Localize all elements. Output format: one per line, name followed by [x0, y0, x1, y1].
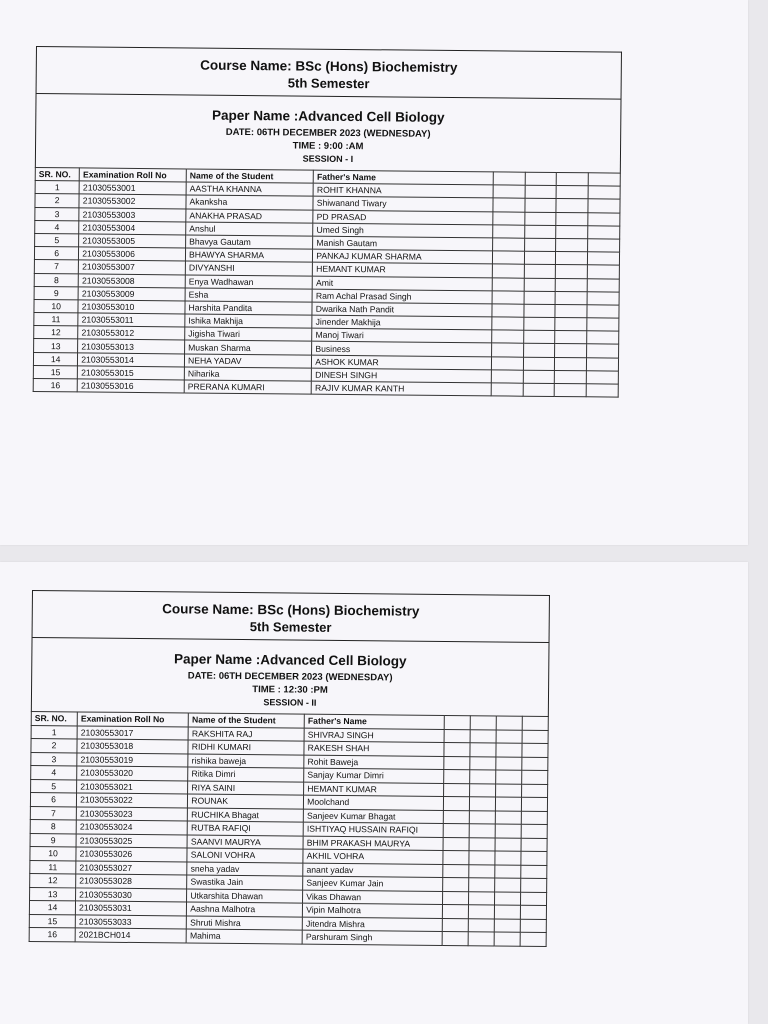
student-name-cell: Shruti Mishra — [187, 915, 303, 930]
blank-cell — [521, 878, 547, 892]
father-name-cell: Umed Singh — [313, 223, 493, 238]
blank-cell — [521, 824, 547, 838]
father-name-cell: Rohit Baweja — [304, 755, 444, 770]
blank-cell — [524, 251, 556, 264]
blank-cell — [470, 756, 496, 770]
student-name-cell: SAANVI MAURYA — [187, 835, 303, 850]
blank-cell — [444, 769, 470, 783]
sr-no-cell: 12 — [30, 873, 76, 887]
blank-cell — [491, 370, 523, 383]
blank-cell — [520, 905, 546, 919]
blank-cell — [521, 784, 547, 798]
father-name-cell: Manish Gautam — [313, 236, 493, 251]
blank-cell — [522, 757, 548, 771]
roll-no-cell: 21030553020 — [77, 766, 188, 781]
blank-cell — [587, 305, 619, 318]
sr-no-cell: 4 — [35, 220, 79, 234]
blank-cell — [496, 729, 522, 743]
blank-column — [444, 715, 470, 729]
sr-no-cell: 12 — [34, 326, 78, 340]
blank-cell — [492, 251, 524, 264]
student-name-cell: NEHA YADAV — [184, 354, 311, 368]
blank-cell — [523, 317, 555, 330]
blank-cell — [469, 864, 495, 878]
roll-no-cell: 21030553013 — [78, 339, 185, 353]
father-name-cell: Ram Achal Prasad Singh — [312, 289, 492, 304]
blank-cell — [495, 851, 521, 865]
student-name-cell: Ritika Dimri — [188, 767, 304, 782]
blank-cell — [523, 370, 555, 383]
sr-no-cell: 15 — [29, 914, 75, 928]
blank-cell — [443, 783, 469, 797]
father-name-cell: Vikas Dhawan — [303, 890, 443, 905]
father-name-cell: Manoj Tiwari — [312, 328, 492, 343]
student-table — [33, 167, 621, 398]
blank-cell — [525, 185, 557, 198]
blank-cell — [556, 238, 588, 251]
father-name-cell: ROHIT KHANNA — [313, 183, 493, 198]
student-name-cell: Aashna Malhotra — [187, 902, 303, 917]
student-name-cell: Muskan Sharma — [185, 340, 312, 354]
roll-no-cell: 21030553028 — [76, 874, 187, 889]
blank-cell — [470, 729, 496, 743]
paper-header — [32, 638, 549, 716]
student-name-cell: rishika baweja — [188, 754, 304, 769]
blank-cell — [587, 331, 619, 344]
paper-name: Paper Name :Advanced Cell Biology — [211, 107, 445, 125]
blank-cell — [521, 797, 547, 811]
student-name-cell: Enya Wadhawan — [185, 274, 312, 288]
blank-cell — [521, 851, 547, 865]
exam-time: TIME : 12:30 :PM — [252, 684, 328, 696]
blank-cell — [496, 756, 522, 770]
blank-cell — [469, 797, 495, 811]
sr-no-cell: 14 — [29, 900, 75, 914]
blank-cell — [524, 225, 556, 238]
header-sr-no: SR. NO. — [35, 167, 79, 181]
header-roll-no: Examination Roll No — [80, 168, 187, 182]
father-name-cell: BHIM PRAKASH MAURYA — [303, 836, 443, 851]
student-name-cell: Bhavya Gautam — [186, 235, 313, 249]
blank-cell — [495, 783, 521, 797]
roll-no-cell: 21030553019 — [77, 752, 188, 767]
blank-cell — [587, 318, 619, 331]
blank-cell — [491, 383, 523, 396]
blank-cell — [588, 186, 620, 199]
blank-cell — [556, 225, 588, 238]
sr-no-cell: 4 — [31, 765, 77, 779]
blank-cell — [469, 837, 495, 851]
roll-no-cell: 21030553003 — [79, 207, 186, 221]
roll-no-cell: 21030553023 — [76, 806, 187, 821]
father-name-cell: RAJIV KUMAR KANTH — [311, 381, 491, 396]
blank-cell — [468, 891, 494, 905]
student-name-cell: Anshul — [186, 222, 313, 236]
student-name-cell: RAKSHITA RAJ — [188, 727, 304, 742]
roll-no-cell: 21030553008 — [78, 273, 185, 287]
blank-cell — [442, 904, 468, 918]
blank-cell — [444, 742, 470, 756]
father-name-cell: PANKAJ KUMAR SHARMA — [313, 249, 493, 264]
blank-cell — [442, 891, 468, 905]
roll-no-cell: 21030553009 — [78, 287, 185, 301]
blank-cell — [524, 265, 556, 278]
blank-cell — [556, 278, 588, 291]
blank-column — [470, 716, 496, 730]
blank-column — [496, 716, 522, 730]
sr-no-cell: 10 — [34, 299, 78, 313]
father-name-cell: ISHTIYAQ HUSSAIN RAFIQI — [303, 822, 443, 837]
father-name-cell: Sanjeev Kumar Bhagat — [303, 809, 443, 824]
blank-cell — [492, 264, 524, 277]
header-father-name: Father's Name — [313, 170, 493, 185]
blank-cell — [491, 330, 523, 343]
blank-cell — [555, 291, 587, 304]
student-name-cell: Harshita Pandita — [185, 301, 312, 315]
blank-cell — [494, 918, 520, 932]
blank-cell — [523, 383, 555, 396]
blank-cell — [469, 783, 495, 797]
header-student-name: Name of the Student — [186, 169, 313, 183]
blank-column — [525, 172, 557, 185]
blank-cell — [492, 291, 524, 304]
blank-cell — [469, 810, 495, 824]
blank-cell — [586, 384, 618, 397]
blank-cell — [522, 730, 548, 744]
blank-cell — [522, 770, 548, 784]
header-roll-no: Examination Roll No — [77, 712, 188, 727]
sr-no-cell: 8 — [34, 273, 78, 287]
roll-no-cell: 21030553030 — [76, 887, 187, 902]
blank-cell — [523, 304, 555, 317]
blank-cell — [495, 797, 521, 811]
student-name-cell: Utkarshita Dhawan — [187, 889, 303, 904]
student-name-cell: DIVYANSHI — [185, 261, 312, 275]
blank-column — [522, 716, 548, 730]
roll-no-cell: 21030553031 — [76, 901, 187, 916]
blank-cell — [442, 931, 468, 945]
roll-no-cell: 21030553025 — [76, 833, 187, 848]
roll-no-cell: 21030553033 — [75, 914, 186, 929]
father-name-cell: Vipin Malhotra — [303, 903, 443, 918]
blank-cell — [493, 198, 525, 211]
roll-no-cell: 21030553012 — [78, 326, 185, 340]
sr-no-cell: 9 — [30, 833, 76, 847]
blank-cell — [555, 318, 587, 331]
blank-cell — [587, 278, 619, 291]
session-2-block — [29, 590, 550, 946]
blank-cell — [524, 278, 556, 291]
paper-header — [36, 94, 621, 173]
blank-cell — [588, 226, 620, 239]
father-name-cell: AKHIL VOHRA — [303, 849, 443, 864]
exam-date: DATE: 06TH DECEMBER 2023 (WEDNESDAY) — [187, 670, 393, 684]
blank-cell — [443, 810, 469, 824]
blank-cell — [495, 878, 521, 892]
blank-cell — [443, 796, 469, 810]
blank-cell — [469, 851, 495, 865]
roll-no-cell: 21030553014 — [78, 353, 185, 367]
blank-cell — [495, 810, 521, 824]
blank-cell — [586, 371, 618, 384]
student-name-cell: Akanksha — [186, 195, 313, 209]
blank-cell — [443, 877, 469, 891]
semester: 5th Semester — [249, 619, 332, 635]
blank-cell — [588, 239, 620, 252]
blank-cell — [496, 770, 522, 784]
blank-cell — [555, 370, 587, 383]
sr-no-cell: 6 — [30, 792, 76, 806]
blank-cell — [491, 357, 523, 370]
student-name-cell: Ishika Makhija — [185, 314, 312, 328]
blank-column — [493, 172, 525, 185]
father-name-cell: DINESH SINGH — [312, 368, 492, 383]
exam-time: TIME : 9:00 :AM — [292, 140, 364, 153]
sr-no-cell: 5 — [31, 779, 77, 793]
blank-cell — [521, 811, 547, 825]
blank-cell — [492, 304, 524, 317]
session-label: SESSION - II — [263, 697, 317, 708]
blank-cell — [524, 212, 556, 225]
blank-cell — [556, 265, 588, 278]
roll-no-cell: 21030553016 — [77, 379, 184, 393]
father-name-cell: Jinender Makhija — [312, 315, 492, 330]
blank-cell — [491, 343, 523, 356]
student-name-cell: SALONI VOHRA — [187, 848, 303, 863]
father-name-cell: Amit — [312, 276, 492, 291]
blank-cell — [496, 743, 522, 757]
student-name-cell: ANAKHA PRASAD — [186, 209, 313, 223]
blank-cell — [443, 823, 469, 837]
blank-cell — [492, 238, 524, 251]
blank-cell — [523, 330, 555, 343]
blank-cell — [494, 905, 520, 919]
blank-cell — [587, 265, 619, 278]
blank-cell — [523, 344, 555, 357]
blank-cell — [468, 932, 494, 946]
sr-no-cell: 3 — [35, 207, 79, 221]
student-name-cell: ROUNAK — [188, 794, 304, 809]
roll-no-cell: 21030553024 — [76, 820, 187, 835]
roll-no-cell: 21030553002 — [79, 194, 186, 208]
sr-no-cell: 1 — [31, 725, 77, 739]
blank-cell — [495, 864, 521, 878]
blank-cell — [555, 383, 587, 396]
student-name-cell: Esha — [185, 288, 312, 302]
sr-no-cell: 14 — [33, 352, 77, 366]
father-name-cell: Sanjeev Kumar Jain — [303, 876, 443, 891]
course-name: Course Name: BSc (Hons) Biochemistry — [162, 601, 420, 619]
blank-cell — [492, 225, 524, 238]
roll-no-cell: 21030553015 — [78, 366, 185, 380]
session-label: SESSION - I — [302, 153, 354, 165]
blank-cell — [443, 850, 469, 864]
blank-cell — [587, 357, 619, 370]
student-name-cell: BHAWYA SHARMA — [186, 248, 313, 262]
roll-no-cell: 21030553010 — [78, 300, 185, 314]
blank-cell — [444, 729, 470, 743]
course-name: Course Name: BSc (Hons) Biochemistry — [200, 57, 458, 76]
roll-no-cell: 21030553011 — [78, 313, 185, 327]
blank-cell — [521, 865, 547, 879]
header-father-name: Father's Name — [304, 714, 444, 729]
father-name-cell: Parshuram Singh — [302, 930, 442, 945]
blank-cell — [556, 252, 588, 265]
blank-cell — [588, 199, 620, 212]
sr-no-cell: 9 — [34, 286, 78, 300]
blank-cell — [524, 291, 556, 304]
father-name-cell: Moolchand — [304, 795, 444, 810]
blank-cell — [492, 317, 524, 330]
sr-no-cell: 2 — [31, 738, 77, 752]
father-name-cell: HEMANT KUMAR — [304, 782, 444, 797]
father-name-cell: SHIVRAJ SINGH — [304, 728, 444, 743]
blank-cell — [555, 357, 587, 370]
sr-no-cell: 16 — [29, 927, 75, 941]
header-student-name: Name of the Student — [188, 713, 304, 728]
blank-cell — [588, 212, 620, 225]
sr-no-cell: 2 — [35, 194, 79, 208]
paper-name: Paper Name :Advanced Cell Biology — [173, 651, 407, 669]
blank-cell — [520, 932, 546, 946]
student-name-cell: RUTBA RAFIQI — [187, 821, 303, 836]
blank-cell — [555, 331, 587, 344]
blank-cell — [443, 837, 469, 851]
sr-no-cell: 13 — [30, 887, 76, 901]
blank-cell — [443, 864, 469, 878]
blank-cell — [470, 770, 496, 784]
roll-no-cell: 21030553018 — [77, 739, 188, 754]
father-name-cell: Sanjay Kumar Dimri — [304, 768, 444, 783]
roll-no-cell: 21030553026 — [76, 847, 187, 862]
roll-no-cell: 21030553005 — [79, 234, 186, 248]
blank-cell — [494, 891, 520, 905]
father-name-cell: Business — [312, 342, 492, 357]
sr-no-cell: 6 — [34, 247, 78, 261]
blank-cell — [470, 743, 496, 757]
father-name-cell: HEMANT KUMAR — [313, 262, 493, 277]
exam-date: DATE: 06TH DECEMBER 2023 (WEDNESDAY) — [225, 126, 431, 140]
blank-cell — [522, 743, 548, 757]
blank-cell — [587, 291, 619, 304]
roll-no-cell: 21030553007 — [79, 260, 186, 274]
blank-cell — [469, 824, 495, 838]
blank-column — [557, 173, 589, 186]
blank-cell — [469, 878, 495, 892]
sr-no-cell: 3 — [31, 752, 77, 766]
student-name-cell: PRERANA KUMARI — [184, 380, 311, 394]
semester: 5th Semester — [287, 75, 370, 92]
blank-cell — [493, 211, 525, 224]
sr-no-cell: 11 — [30, 860, 76, 874]
sr-no-cell: 10 — [30, 846, 76, 860]
sr-no-cell: 5 — [35, 233, 79, 247]
roll-no-cell: 21030553022 — [77, 793, 188, 808]
roll-no-cell: 21030553001 — [79, 181, 186, 195]
sr-no-cell: 1 — [35, 181, 79, 195]
course-header — [33, 591, 549, 643]
blank-cell — [442, 918, 468, 932]
roll-no-cell: 21030553004 — [79, 221, 186, 235]
father-name-cell: Jitendra Mishra — [302, 917, 442, 932]
student-name-cell: sneha yadav — [187, 862, 303, 877]
student-name-cell: Mahima — [186, 929, 302, 944]
blank-cell — [521, 838, 547, 852]
father-name-cell: RAKESH SHAH — [304, 741, 444, 756]
session-1-header — [35, 46, 622, 173]
father-name-cell: PD PRASAD — [313, 210, 493, 225]
blank-cell — [556, 186, 588, 199]
father-name-cell: Dwarika Nath Pandit — [312, 302, 492, 317]
father-name-cell: anant yadav — [303, 863, 443, 878]
father-name-cell: ASHOK KUMAR — [312, 355, 492, 370]
roll-no-cell: 21030553006 — [79, 247, 186, 261]
blank-cell — [520, 892, 546, 906]
student-name-cell: Swastika Jain — [187, 875, 303, 890]
sr-no-cell: 7 — [34, 260, 78, 274]
student-name-cell: RUCHIKA Bhagat — [188, 808, 304, 823]
roll-no-cell: 21030553021 — [77, 779, 188, 794]
sr-no-cell: 15 — [33, 365, 77, 379]
blank-cell — [494, 932, 520, 946]
blank-cell — [495, 837, 521, 851]
blank-cell — [468, 905, 494, 919]
blank-cell — [555, 344, 587, 357]
blank-cell — [520, 919, 546, 933]
father-name-cell: Shiwanand Tiwary — [313, 197, 493, 212]
sr-no-cell: 13 — [34, 339, 78, 353]
roll-no-cell: 2021BCH014 — [75, 928, 186, 943]
table-body — [29, 725, 548, 946]
course-header — [37, 47, 621, 100]
roll-no-cell: 21030553027 — [76, 860, 187, 875]
session-1-block — [33, 46, 622, 398]
student-name-cell: Niharika — [184, 367, 311, 381]
blank-cell — [587, 344, 619, 357]
blank-cell — [555, 304, 587, 317]
student-name-cell: AASTHA KHANNA — [186, 182, 313, 196]
blank-cell — [468, 918, 494, 932]
sr-no-cell: 11 — [34, 313, 78, 327]
blank-column — [588, 173, 620, 186]
student-name-cell: Jigisha Tiwari — [185, 327, 312, 341]
sr-no-cell: 16 — [33, 378, 77, 392]
sr-no-cell: 8 — [30, 819, 76, 833]
header-sr-no: SR. NO. — [31, 711, 77, 725]
blank-cell — [588, 252, 620, 265]
student-name-cell: RIYA SAINI — [188, 781, 304, 796]
roll-no-cell: 21030553017 — [77, 725, 188, 740]
student-table — [29, 711, 549, 946]
blank-cell — [556, 199, 588, 212]
blank-cell — [444, 756, 470, 770]
blank-cell — [493, 185, 525, 198]
blank-cell — [492, 277, 524, 290]
table-body — [33, 181, 620, 398]
blank-cell — [524, 238, 556, 251]
blank-cell — [495, 824, 521, 838]
blank-cell — [524, 199, 556, 212]
blank-cell — [556, 212, 588, 225]
blank-cell — [523, 357, 555, 370]
sr-no-cell: 7 — [30, 806, 76, 820]
student-name-cell: RIDHI KUMARI — [188, 740, 304, 755]
session-2-header — [31, 590, 550, 716]
